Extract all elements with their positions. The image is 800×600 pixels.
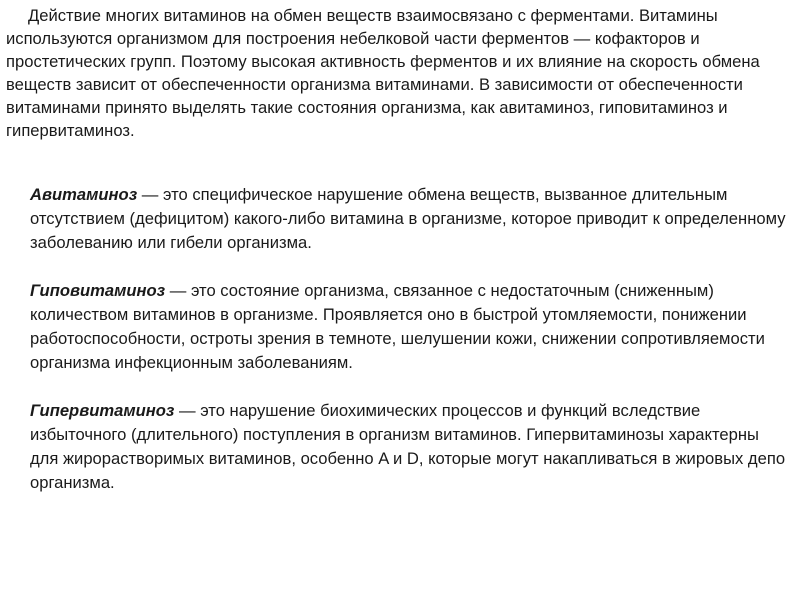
- definitions-list: [30, 183, 790, 519]
- intro-paragraph: [6, 4, 794, 143]
- term-avitaminosis: Авитаминоз: [30, 185, 138, 204]
- definition-hypervitaminosis: [30, 399, 790, 495]
- term-hypovitaminosis: Гиповитаминоз: [30, 281, 166, 300]
- term-hypervitaminosis: Гипервитаминоз: [30, 401, 175, 420]
- definition-hypovitaminosis: [30, 279, 790, 375]
- definition-text-hypovitaminosis: — это состояние организма, связанное с недостаточным (сниженным) количеством витаминов в организме. Проявляется оно в быстрой утомляемости, понижении работоспособности, остроты зрения в темноте, шелушении кожи, снижении сопротивляемости организма инфекционным заболеваниям.: [30, 281, 765, 372]
- definition-avitaminosis: [30, 183, 790, 255]
- definition-text-avitaminosis: — это специфическое нарушение обмена веществ, вызванное длительным отсутствием (дефицитом) какого-либо витамина в организме, которое приводит к определенному заболеванию или гибели организма.: [30, 185, 786, 252]
- intro-text: Действие многих витаминов на обмен веществ взаимосвязано с ферментами. Витамины используются организмом для построения небелковой части ферментов — кофакторов и простетических групп. Поэтому высокая активность ферментов и их влияние на скорость обмена веществ зависит от обеспеченности организма витаминами. В зависимости от обеспеченности витаминами принято выделять такие состояния организма, как авитаминоз, гиповитаминоз и гипервитаминоз.: [6, 6, 760, 141]
- definition-text-hypervitaminosis: — это нарушение биохимических процессов и функций вследствие избыточного (длительного) поступления в организм витаминов. Гипервитаминозы характерны для жирорастворимых витаминов, особенно A и D, которые могут накапливаться в жировых депо организма.: [30, 401, 786, 492]
